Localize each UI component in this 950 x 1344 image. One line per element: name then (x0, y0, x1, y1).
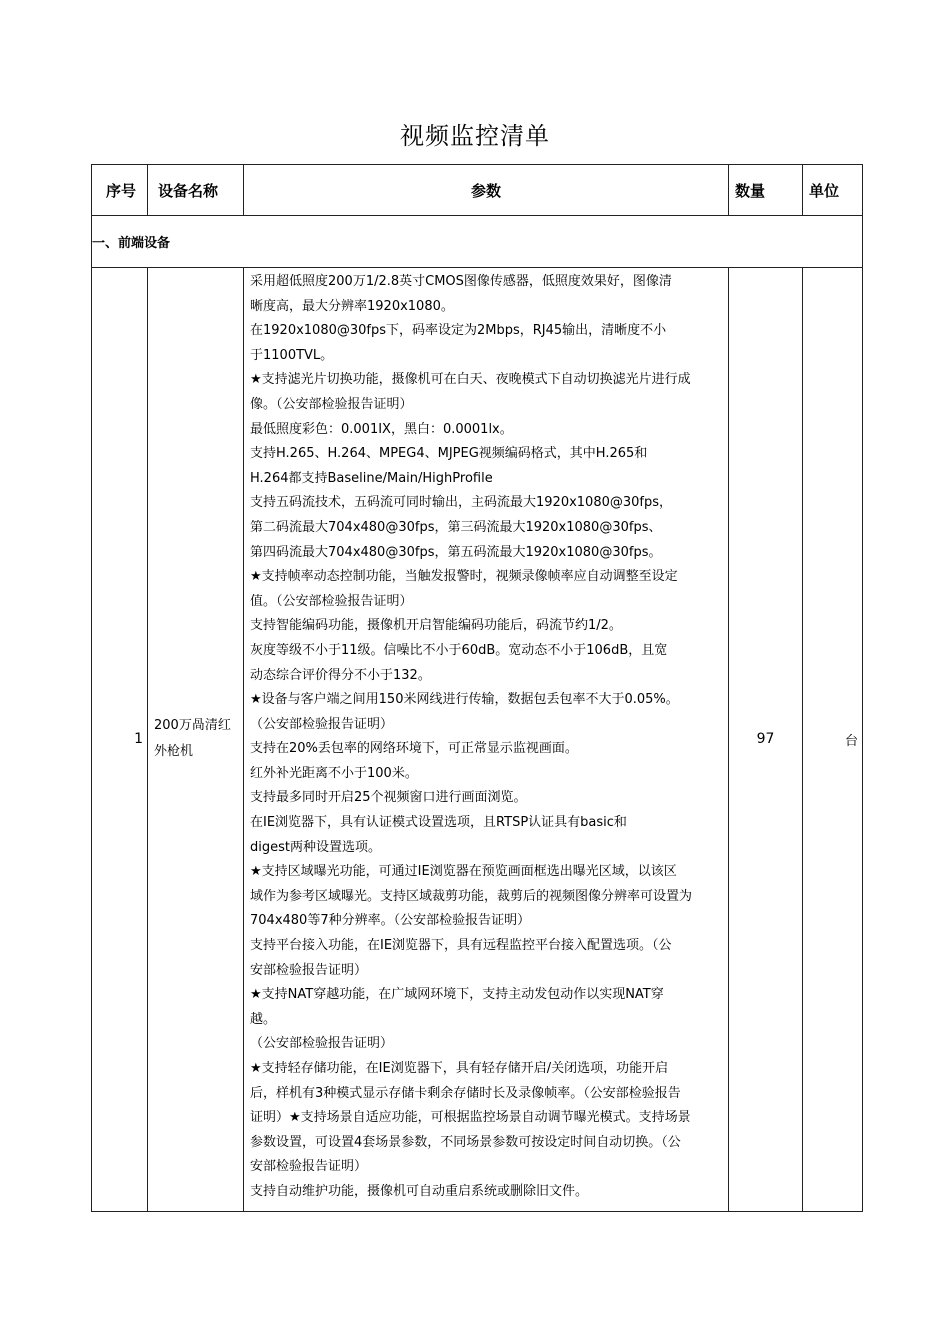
equipment-table (91, 164, 863, 1212)
param-line: 于1100TVL。 (250, 347, 334, 363)
param-line: 灰度等级不小于11级。信噪比不小于60dB。宽动态不小于106dB，且宽 (250, 642, 668, 658)
table-row (92, 268, 863, 1212)
param-line: 第四码流最大704x480@30fps，第五码流最大1920x1080@30fps。 (250, 544, 662, 560)
param-line: （公安部检验报告证明） (250, 716, 394, 732)
param-line: 采用超低照度200万1/2.8英寸CMOS图像传感器，低照度效果好，图像清 (250, 274, 672, 289)
param-line: H.264都支持Baseline/Main/HighProfile (250, 470, 493, 486)
param-line: 在IE浏览器下，具有认证模式设置选项，且RTSP认证具有basic和 (250, 815, 627, 831)
device-name-line: 外枪机 (154, 744, 194, 760)
header-no: 序号 (92, 165, 148, 216)
row-no: 1 (92, 268, 148, 1212)
param-line: 支持H.265、H.264、MPEG4、MJPEG视频编码格式，其中H.265和 (250, 446, 648, 462)
param-line: 参数设置，可设置4套场景参数，不同场景参数可按设定时间自动切换。（公 (250, 1134, 681, 1150)
param-line: 最低照度彩色：0.001IX，黑白：0.0001lx。 (250, 421, 513, 437)
param-line: 红外补光距离不小于100米。 (250, 765, 418, 781)
header-param: 参数 (244, 165, 729, 216)
row-qty: 97 (729, 268, 803, 1212)
param-line: 第二码流最大704x480@30fps，第三码流最大1920x1080@30fps、 (250, 519, 662, 535)
header-name: 设备名称 (148, 165, 244, 216)
param-line: ★支持区域曝光功能，可通过IE浏览器在预览画面框选出曝光区域，以该区 (250, 864, 677, 880)
header-unit: 单位 (803, 165, 863, 216)
param-line: ★设备与客户端之间用150米网线进行传输，数据包丢包率不大于0.05%。 (250, 692, 679, 708)
param-line: 像。（公安部检验报告证明） (250, 396, 413, 412)
param-line: 晰度高，最大分辨率1920x1080。 (250, 298, 454, 314)
param-list (250, 270, 722, 1205)
document-title: 视频监控清单 (400, 122, 550, 150)
param-line: ★支持帧率动态控制功能，当触发报警时，视频录像帧率应自动调整至设定 (250, 569, 678, 585)
param-line: 值。（公安部检验报告证明） (250, 593, 413, 609)
param-line: 后，样机有3种模式显示存储卡剩余存储时长及录像帧率。（公安部检验报告 (250, 1085, 681, 1101)
device-name-line: 200万咼清红 (154, 718, 231, 734)
param-line: （公安部检验报告证明） (250, 1036, 394, 1052)
header-qty: 数量 (729, 165, 803, 216)
param-line: 支持自动维护功能，摄像机可自动重启系统或删除旧文件。 (250, 1183, 589, 1199)
param-line: 越。 (250, 1011, 277, 1027)
param-line: 安部检验报告证明） (250, 1159, 368, 1175)
section-row (92, 216, 863, 268)
param-line: 支持平台接入功能，在IE浏览器下，具有远程监控平台接入配置选项。（公 (250, 938, 672, 954)
param-line: ★支持NAT穿越功能，在广域网环境下，支持主动发包动作以实现NAT穿 (250, 987, 664, 1003)
param-line: 704x480等7种分辨率。（公安部检验报告证明） (250, 913, 531, 929)
table-header-row (92, 165, 863, 216)
param-line: 证明）★支持场景自适应功能，可根据监控场景自动调节曝光模式。支持场景 (250, 1110, 691, 1126)
param-line: 动态综合评价得分不小于132。 (250, 667, 431, 683)
section-title: 一、前端设备 (92, 216, 863, 268)
param-line: 安部检验报告证明） (250, 962, 368, 978)
param-line: 支持智能编码功能，摄像机开启智能编码功能后，码流节约1/2。 (250, 618, 622, 634)
param-line: 支持五码流技术，五码流可同时输出，主码流最大1920x1080@30fps， (250, 495, 673, 511)
param-line: ★支持轻存储功能，在IE浏览器下，具有轻存储开启/关闭选项，功能开启 (250, 1061, 669, 1076)
param-line: 支持最多同时开启25个视频窗口进行画面浏览。 (250, 790, 527, 806)
row-unit: 台 (803, 268, 863, 1212)
row-device-name (148, 268, 244, 1212)
param-line: 域作为参考区域曝光。支持区域裁剪功能，裁剪后的视频图像分辨率可设置为 (250, 888, 693, 904)
param-line: 支持在20%丢包率的网络环境下，可正常显示监视画面。 (250, 741, 578, 757)
param-line: 在1920x1080@30fps下，码率设定为2Mbps，RJ45输出，清晰度不小 (250, 323, 667, 339)
param-line: digest两种设置选项。 (250, 839, 381, 855)
param-line: ★支持滤光片切换功能，摄像机可在白天、夜晚模式下自动切换滤光片进行成 (250, 372, 691, 388)
row-params (244, 268, 729, 1212)
